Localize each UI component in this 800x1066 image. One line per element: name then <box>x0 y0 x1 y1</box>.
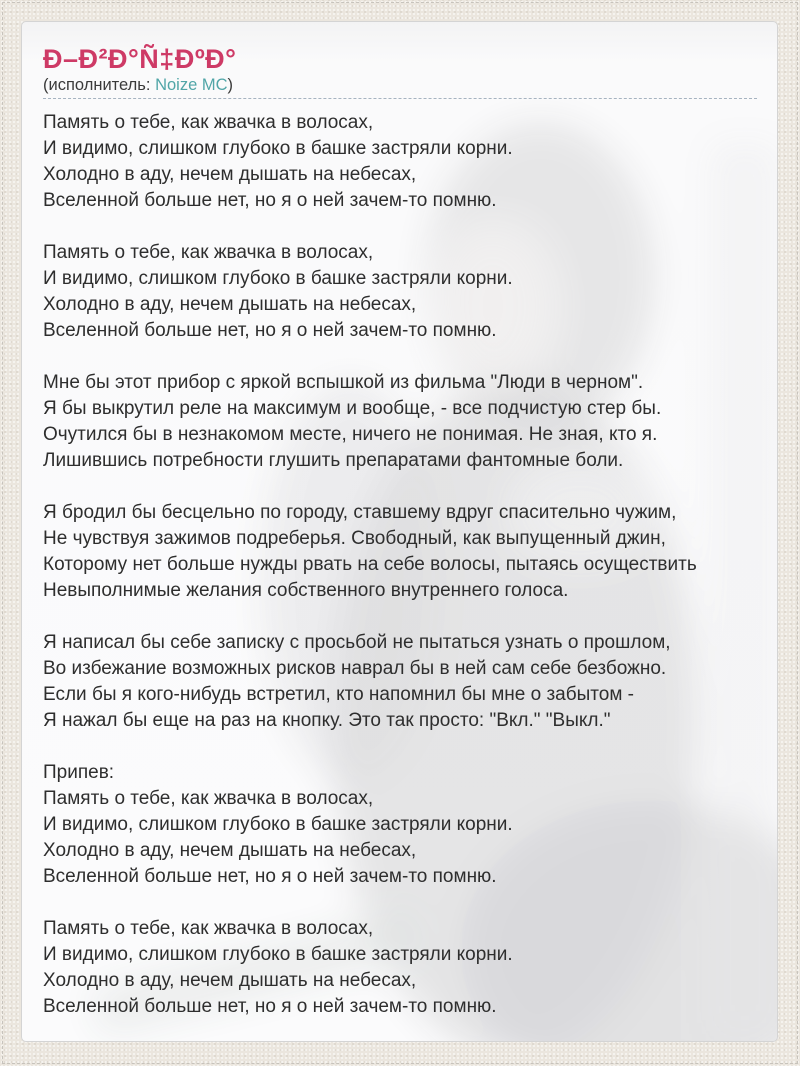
lyric-line: Я нажал бы еще на раз на кнопку. Это так просто: "Вкл." "Выкл." <box>43 710 611 731</box>
artist-line <box>43 75 757 98</box>
lyric-line: Я бы выкрутил реле на максимум и вообще, - все подчистую стер бы. <box>43 398 662 419</box>
lyric-line: Вселенной больше нет, но я о ней зачем-то помню. <box>43 320 497 341</box>
lyric-line: Лишившись потребности глушить препаратами фантомные боли. <box>43 450 624 471</box>
lyric-line: Вселенной больше нет, но я о ней зачем-то помню. <box>43 190 497 211</box>
stanza <box>43 916 757 1020</box>
lyric-line: Память о тебе, как жвачка в волосах, <box>43 918 374 939</box>
song-header <box>43 44 757 99</box>
lyric-line: Холодно в аду, нечем дышать на небесах, <box>43 294 417 315</box>
lyrics-card <box>21 21 778 1042</box>
lyric-line: И видимо, слишком глубоко в башке застряли корни. <box>43 944 513 965</box>
lyric-line: Память о тебе, как жвачка в волосах, <box>43 112 374 133</box>
artist-prefix-label: (исполнитель: <box>43 76 156 94</box>
chorus-label: Припев: <box>43 762 115 783</box>
artist-suffix-label: ) <box>227 76 233 94</box>
lyric-line: Холодно в аду, нечем дышать на небесах, <box>43 164 417 185</box>
page-title: Ð–Ð²Ð°Ñ‡ÐºÐ° <box>43 44 237 74</box>
lyric-line: И видимо, слишком глубоко в башке застряли корни. <box>43 814 513 835</box>
lyric-line: И видимо, слишком глубоко в башке застряли корни. <box>43 268 513 289</box>
lyric-line: Мне бы этот прибор с яркой вспышкой из фильма "Люди в черном". <box>43 372 644 393</box>
stanza <box>43 110 757 214</box>
stanza <box>43 240 757 344</box>
lyric-line: Очутился бы в незнакомом месте, ничего не понимая. Не зная, кто я. <box>43 424 658 445</box>
lyric-line: И видимо, слишком глубоко в башке застряли корни. <box>43 138 513 159</box>
lyric-line: Не чувствуя зажимов подреберья. Свободный, как выпущенный джин, <box>43 528 666 549</box>
stanza-chorus <box>43 760 757 890</box>
stanza <box>43 500 757 604</box>
lyric-line: Память о тебе, как жвачка в волосах, <box>43 242 374 263</box>
lyric-line: Я бродил бы бесцельно по городу, ставшему вдруг спасительно чужим, <box>43 502 677 523</box>
lyric-line: Память о тебе, как жвачка в волосах, <box>43 788 374 809</box>
lyric-line: Холодно в аду, нечем дышать на небесах, <box>43 840 417 861</box>
lyric-line: Вселенной больше нет, но я о ней зачем-то помню. <box>43 996 497 1017</box>
lyric-line: Если бы я кого-нибудь встретил, кто напомнил бы мне о забытом - <box>43 684 634 705</box>
lyric-line: Я написал бы себе записку с просьбой не пытаться узнать о прошлом, <box>43 632 671 653</box>
card-content <box>22 22 777 1020</box>
lyrics-text <box>43 99 757 1020</box>
lyric-line: Невыполнимые желания собственного внутреннего голоса. <box>43 580 569 601</box>
stanza <box>43 370 757 474</box>
artist-link[interactable]: Noize MC <box>155 76 228 94</box>
lyric-line: Во избежание возможных рисков наврал бы в ней сам себе безбожно. <box>43 658 667 679</box>
lyric-line: Которому нет больше нужды рвать на себе волосы, пытаясь осуществить <box>43 554 697 575</box>
stanza <box>43 630 757 734</box>
lyric-line: Холодно в аду, нечем дышать на небесах, <box>43 970 417 991</box>
lyric-line: Вселенной больше нет, но я о ней зачем-то помню. <box>43 866 497 887</box>
